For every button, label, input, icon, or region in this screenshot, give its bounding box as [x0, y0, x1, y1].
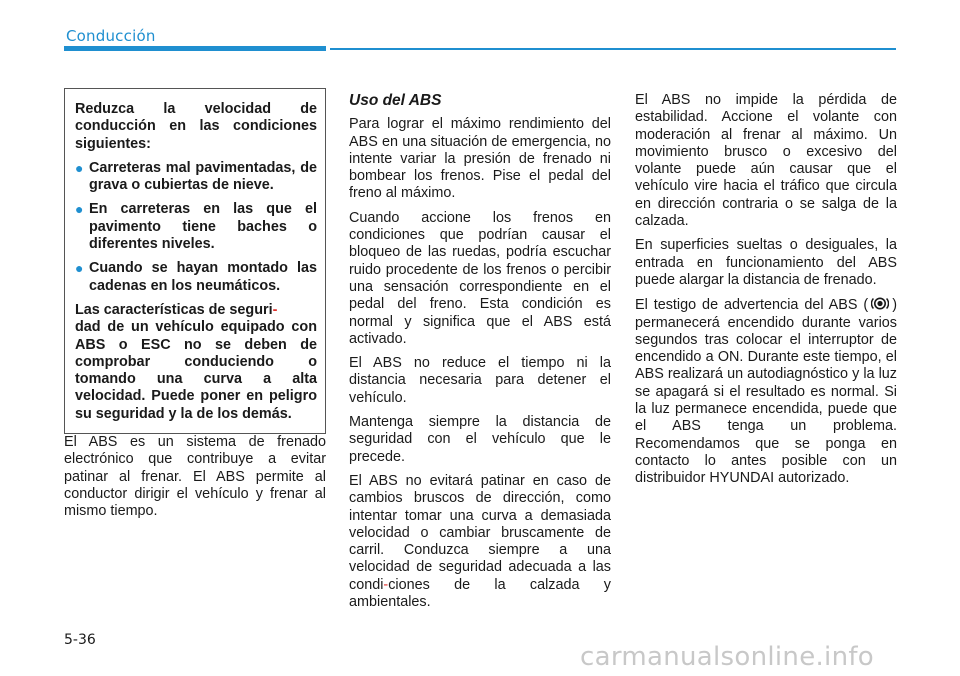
bullet-icon: ●: [75, 260, 84, 277]
warning-bullet: ● Carreteras mal pavimentadas, de grava o cubiertas de nieve.: [75, 159, 317, 194]
paragraph: El ABS no reduce el tiempo ni la distancia necesaria para detener el vehículo.: [349, 355, 611, 406]
paragraph: El ABS no impide la pérdida de estabilidad. Accione el volante con moderación al frenar al máximo. Un movimiento brusco o excesivo del volante puede aún causar que el vehículo vire hacia el tráfico que circula en dirección contraria o se salga de la calzada.: [635, 92, 897, 230]
watermark: carmanualsonline.info: [580, 642, 875, 672]
paragraph: El testigo de advertencia del ABS ( ) permanecerá encendido durante varios segundos tras colocar el interruptor de encendido a ON. Durante este tiempo, el ABS realizará un autodiagnóstico y la luz se apagará si el resultado es normal. Si la luz permanece encendida, puede que el ABS tenga un problema. Recomendamos que se ponga en contacto lo antes posible con un distribuidor HYUNDAI autorizado.: [635, 297, 897, 487]
abs-intro-paragraph: El ABS es un sistema de frenado electrónico que contribuye a evitar patinar al frenar. El ABS permite al conductor dirigir el vehículo y frenar al mismo tiempo.: [64, 434, 326, 520]
warning-bullet: ● En carreteras en las que el pavimento tiene baches o diferentes niveles.: [75, 201, 317, 253]
abs-warning-icon: [871, 296, 889, 311]
warning-list: [75, 160, 317, 295]
header-rule-thick: [64, 46, 326, 51]
warning-bullet: ● Cuando se hayan montado las cadenas en los neumáticos.: [75, 260, 317, 294]
header-rule-thin: [330, 48, 896, 50]
page-number: 5-36: [64, 632, 96, 648]
column-left: [64, 88, 326, 528]
warning-intro: Reduzca la velocidad de conducción en las condiciones siguientes:: [75, 101, 317, 152]
paragraph: Cuando accione los frenos en condiciones que podrían causar el bloqueo de las ruedas, podría escuchar ruido procedente de los frenos o percibir una sensación correspondiente en el pedal del freno. Esta condición es normal y significa que el ABS está activado.: [349, 209, 611, 347]
paragraph: En superficies sueltas o desiguales, la entrada en funcionamiento del ABS puede alargar la distancia de frenado.: [635, 237, 897, 288]
bullet-icon: ●: [75, 201, 84, 218]
warning-box: [64, 88, 326, 434]
column-right: [635, 92, 897, 495]
section-title: Conducción: [66, 27, 156, 45]
bullet-icon: ●: [75, 159, 84, 176]
paragraph: Para lograr el máximo rendimiento del ABS en una situación de emergencia, no intente variar la presión de frenado ni bombear los frenos. Pise el pedal del freno al máximo.: [349, 116, 611, 202]
warning-closing: Las características de seguri- dad de un vehículo equipado con ABS o ESC no se deben de comprobar conduciendo o tomando una curva a alta velocidad. Puede poner en peligro su seguridad y la de los demás.: [75, 301, 317, 422]
abs-usage-heading: Uso del ABS: [349, 92, 442, 109]
column-middle: [349, 92, 611, 618]
paragraph: Mantenga siempre la distancia de seguridad con el vehículo que le precede.: [349, 414, 611, 465]
paragraph: El ABS no evitará patinar en caso de cambios bruscos de dirección, como intentar tomar una curva a demasiada velocidad o cambiar bruscamente de carril. Conduzca siempre a una velocidad de seguridad adecuada a las condi-ciones de la calzada y ambientales.: [349, 472, 611, 611]
